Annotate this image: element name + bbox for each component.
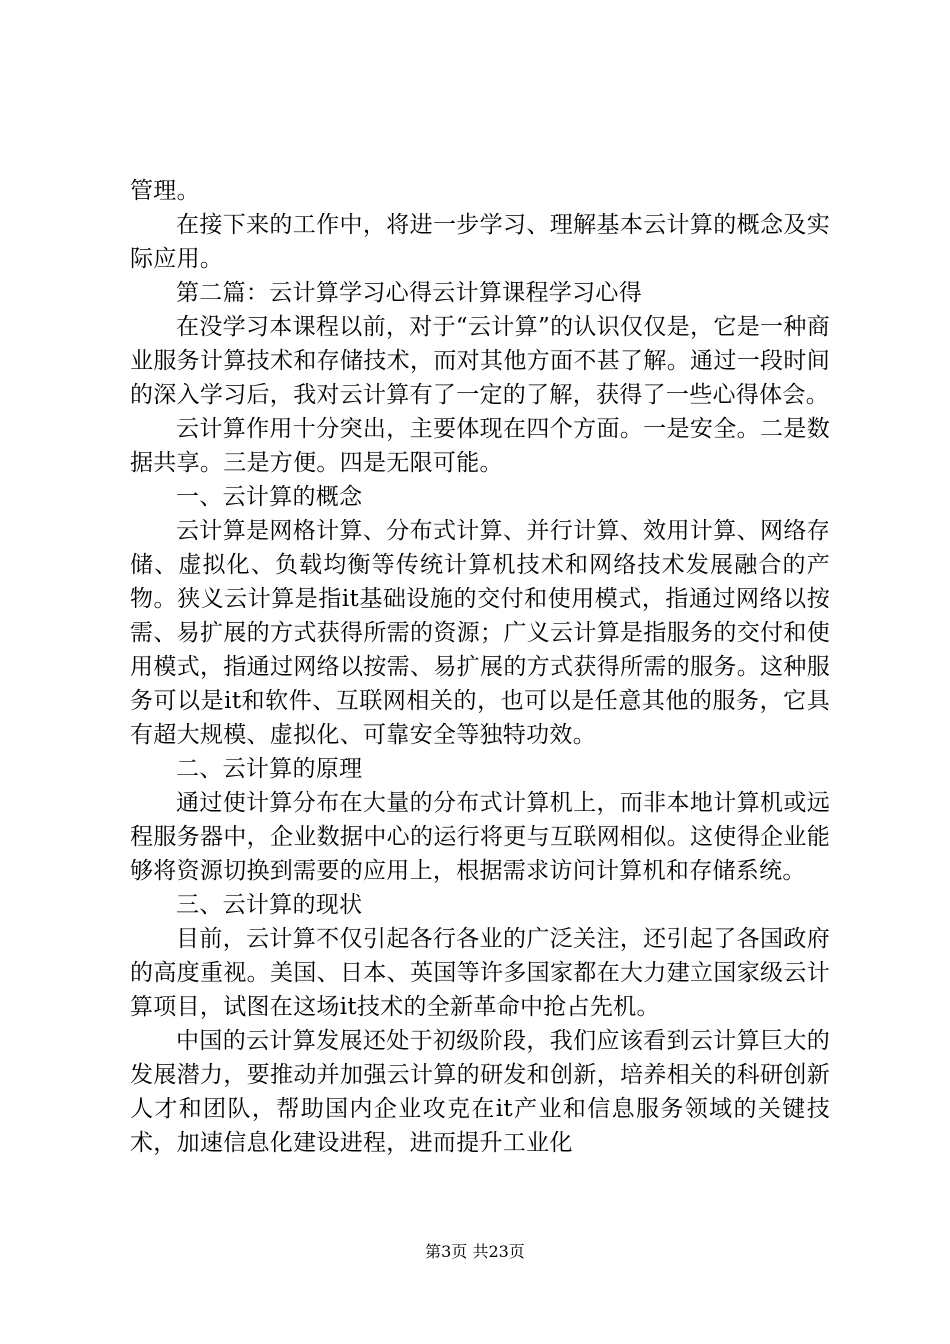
paragraph-china: 中国的云计算发展还处于初级阶段，我们应该看到云计算巨大的发展潜力，要推动并加强云计算的研发和创新，培养相关的科研创新人才和团队，帮助国内企业攻克在it产业和信息服务领域的关键技术，加速信息化建设进程，进而提升工业化 (130, 1028, 830, 1156)
heading-concept: 一、云计算的概念 (176, 484, 363, 510)
document-body (130, 174, 830, 1160)
paragraph-status: 目前，云计算不仅引起各行各业的广泛关注，还引起了各国政府的高度重视。美国、日本、英国等许多国家都在大力建立国家级云计算项目，试图在这场it技术的全新革命中抢占先机。 (130, 926, 830, 1020)
paragraph-concept: 云计算是网格计算、分布式计算、并行计算、效用计算、网络存储、虚拟化、负载均衡等传统计算机技术和网络技术发展融合的产物。狭义云计算是指it基础设施的交付和使用模式，指通过网络以按需、易扩展的方式获得所需的资源；广义云计算是指服务的交付和使用模式，指通过网络以按需、易扩展的方式获得所需的服务。这种服务可以是it和软件、互联网相关的，也可以是任意其他的服务，它具有超大规模、虚拟化、可靠安全等独特功效。 (130, 518, 830, 748)
paragraph-functions: 云计算作用十分突出，主要体现在四个方面。一是安全。二是数据共享。三是方便。四是无限可能。 (130, 416, 830, 476)
paragraph-principle: 通过使计算分布在大量的分布式计算机上，而非本地计算机或远程服务器中，企业数据中心的运行将更与互联网相似。这使得企业能够将资源切换到需要的应用上，根据需求访问计算机和存储系统。 (130, 790, 830, 884)
page-number-footer: 第3页 共23页 (425, 1242, 525, 1261)
paragraph-intro: 在没学习本课程以前，对于“云计算”的认识仅仅是，它是一种商业服务计算技术和存储技术，而对其他方面不甚了解。通过一段时间的深入学习后，我对云计算有了一定的了解，获得了一些心得体会。 (130, 314, 830, 408)
section-title-part-two: 第二篇：云计算学习心得云计算课程学习心得 (176, 280, 642, 306)
paragraph-continuation: 管理。 (130, 178, 200, 204)
heading-status: 三、云计算的现状 (176, 892, 363, 918)
paragraph-next-steps: 在接下来的工作中，将进一步学习、理解基本云计算的概念及实际应用。 (130, 212, 830, 272)
heading-principle: 二、云计算的原理 (176, 756, 363, 782)
